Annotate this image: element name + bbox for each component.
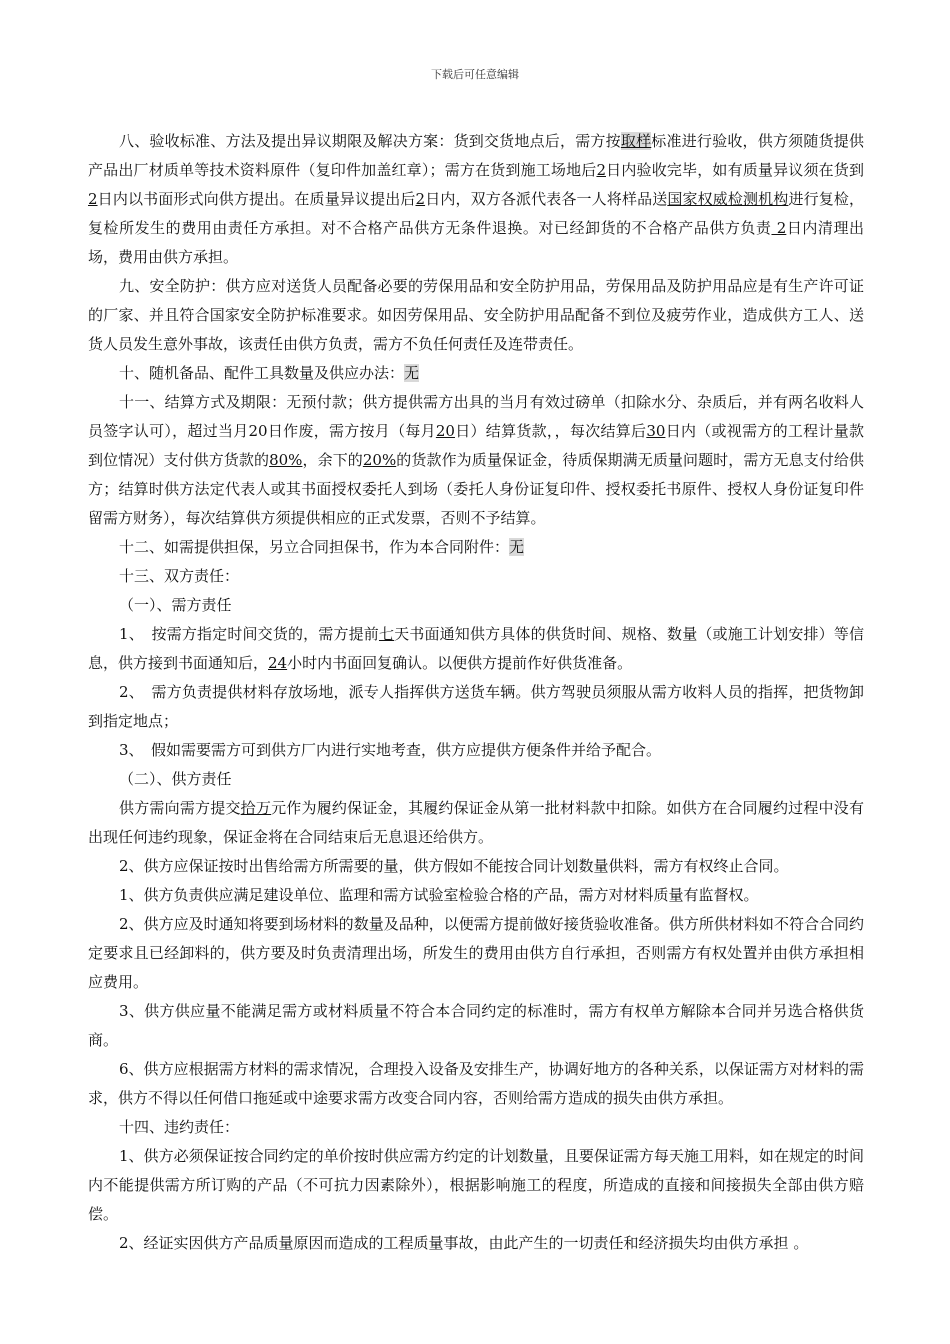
filled-blank: 80% [269,451,303,469]
supplier-duty-6: 6、供方应根据需方材料的需求情况，合理投入设备及安排生产，协调好地方的各种关系，以保证需方对材料的需求，供方不得以任何借口拖延或中途要求需方改变合同内容，否则给需方造成的损失由供方承担。 [88,1060,864,1107]
text-span: 小时内书面回复确认。以便供方提前作好供货准备。 [287,654,633,672]
supplier-duty-2: 2、供方应保证按时出售给需方所需要的量，供方假如不能按合同计划数量供料，需方有权终止合同。 [119,857,789,875]
section-13-heading: 十三、双方责任： [119,567,240,585]
buyer-duty-1 [88,620,864,678]
filled-blank: 七 [378,625,395,643]
supplier-duty-3: 3、供方供应量不能满足需方或材料质量不符合本合同约定的标准时，需方有权单方解除本合同并另选合格供货商。 [88,1002,864,1049]
filled-blank: 无 [509,538,525,556]
text-span: 日内（或视需方的工程计量款到位情况）支付供方货款的 [88,422,864,469]
filled-blank: 无 [404,364,420,382]
text-span: 元作为履约保证金，其履约保证金从第一批材料款中扣除。如供方在合同履约过程中没有出现任何违约现象，保证金将在合同结束后无息退还给供方。 [88,799,864,846]
filled-blank: 取样 [620,132,652,150]
section-14-heading: 十四、违约责任： [119,1118,240,1136]
text-span: 标准进行验收，供方须随货提供产品出厂材质单等技术资料原件（复印件加盖红章）；需方在货到施工场地后 [88,132,864,179]
text-span: 日内，双方各派代表各一人将样品送 [425,190,668,208]
filled-blank: 2 [596,161,606,179]
section-9-paragraph: 九、安全防护：供方应对送货人员配备必要的劳保用品和安全防护用品，劳保用品及防护用品应是有生产许可证的厂家、并且符合国家安全防护标准要求。如因劳保用品、安全防护用品配备不到位及疲劳作业，造成供方工人、送货人员发生意外事故，该责任由供方负责，需方不负任何责任及连带责任。 [88,277,864,353]
text-span: 日内验收完毕，如有质量异议须在货到 [606,161,864,179]
text-span: 进行复检，复检所发生的费用由责任方承担。对不合格产品供方无条件退换。对已经卸货的不合格产品供方负责 [88,190,864,237]
text-span: 天书面通知供方具体的供货时间、规格、数量（或施工计划安排）等信息，供方接到书面通知后， [88,625,864,672]
text-span: 日内清理出场，费用由供方承担。 [88,219,864,266]
text-span: 日内以书面形式向供方提出。在质量异议提出后 [97,190,416,208]
buyer-duty-3: 3、 假如需要需方可到供方厂内进行实地考查，供方应提供方便条件并给予配合。 [119,741,662,759]
text-span: 十、随机备品、配件工具数量及供应办法： [119,364,405,382]
supplier-duty-heading: （二）、供方责任 [119,770,232,788]
text-span: ，余下的 [302,451,363,469]
breach-clause-2: 2、经证实因供方产品质量原因而造成的工程质量事故，由此产生的一切责任和经济损失均由供方承担 。 [119,1234,809,1252]
filled-blank: 30 [646,422,666,440]
contract-body [88,127,864,1258]
text-span: 八、验收标准、方法及提出异议期限及解决方案：货到交货地点后，需方按 [119,132,621,150]
section-8-paragraph [88,127,864,272]
filled-blank: 20% [362,451,397,469]
text-span: 十一、结算方式及期限：无预付款；供方提供需方出具的当月有效过磅单（扣除水分、杂质后，并有两名收料人员签字认可），超过当月20日作废，需方按月（每月 [88,393,864,440]
buyer-duty-heading: （一）、需方责任 [119,596,232,614]
section-12-paragraph [88,533,864,562]
filled-blank: 2 [415,190,426,208]
text-span: 十二、如需提供担保，另立合同担保书，作为本合同附件： [119,538,510,556]
breach-clause-1: 1、供方必须保证按合同约定的单价按时供应需方约定的计划数量，且要保证需方每天施工用料，如在规定的时间内不能提供需方所订购的产品（不可抗力因素除外），根据影响施工的程度，所造成的直接和间接损失全部由供方赔偿。 [88,1147,864,1223]
text-span: 1、 按需方指定时间交货的，需方提前 [119,625,379,643]
supplier-duty-1: 1、供方负责供应满足建设单位、监理和需方试验室检验合格的产品，需方对材料质量有监督权。 [119,886,759,904]
filled-blank: 2 [771,219,787,237]
filled-blank: 拾万 [240,799,272,817]
text-span: 供方需向需方提交 [119,799,241,817]
supplier-duty-deposit [88,794,864,852]
buyer-duty-2: 2、 需方负责提供材料存放场地，派专人指挥供方送货车辆。供方驾驶员须服从需方收料人员的指挥，把货物卸到指定地点； [88,683,864,730]
page-header: 下载后可任意编辑 [431,68,519,81]
filled-blank: 20 [435,422,455,440]
text-span: 日）结算货款，，每次结算后 [454,422,647,440]
text-span: 的货款作为质量保证金，待质保期满无质量问题时，需方无息支付给供方；结算时供方法定代表人或其书面授权委托人到场（委托人身份证复印件、授权委托书原件、授权人身份证复印件留需方财务），每次结算供方须提供相应的正式发票，否则不予结算。 [88,451,864,527]
filled-blank: 2 [88,190,98,208]
filled-blank: 24 [268,654,288,672]
filled-blank: 国家权威检测机构 [667,190,789,208]
supplier-duty-2b: 2、供方应及时通知将要到场材料的数量及品种，以便需方提前做好接货验收准备。供方所供材料如不符合合同约定要求且已经卸料的，供方要及时负责清理出场，所发生的费用由供方自行承担，否则需方有权处置并由供方承担相应费用。 [88,915,864,991]
section-11-paragraph [88,388,864,533]
section-10-paragraph [88,359,864,388]
